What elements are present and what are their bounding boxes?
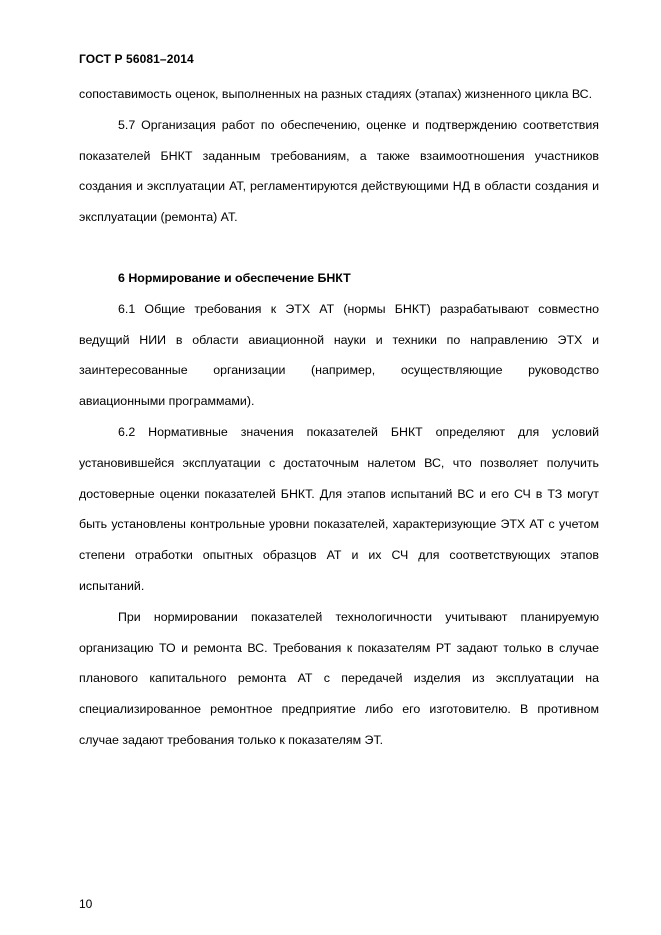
paragraph-normalization: При нормировании показателей технологичности учитывают планируемую организацию ТО и ремонта ВС. Требования к показателям РТ задают только в случае планового капитального ремонта АТ с передачей изделия из эксплуатации на специализированное ремонтное предприятие либо его изготовителю. В противном случае задают требования только к показателям ЭТ. [79, 609, 599, 747]
paragraph-6-2: 6.2 Нормативные значения показателей БНКТ определяют для условий установившейся эксплуатации с достаточным налетом ВС, что позволяет получить достоверные оценки показателей БНКТ. Для этапов испытаний ВС и его СЧ в ТЗ могут быть установлены контрольные уровни показателей, характеризующие ЭТХ АТ с учетом степени отработки опытных образцов АТ и их СЧ для соответствующих этапов испытаний. [79, 424, 599, 593]
page-number: 10 [79, 897, 93, 911]
document-header: ГОСТ Р 56081–2014 [79, 52, 194, 66]
paragraph-continuation: сопоставимость оценок, выполненных на разных стадиях (этапах) жизненного цикла ВС. [79, 87, 593, 101]
section-heading-6: 6 Нормирование и обеспечение БНКТ [118, 270, 351, 285]
document-body [79, 79, 599, 756]
paragraph-5-7: 5.7 Организация работ по обеспечению, оценке и подтверждению соответствия показателей БНКТ заданным требованиям, а также взаимоотношения участников создания и эксплуатации АТ, регламентируются действующими НД в области создания и эксплуатации (ремонта) АТ. [79, 117, 599, 225]
paragraph-6-1: 6.1 Общие требования к ЭТХ АТ (нормы БНКТ) разрабатывают совместно ведущий НИИ в области авиационной науки и техники по направлению ЭТХ и заинтересованные организации (например, осуществляющие руководство авиационными программами). [79, 301, 599, 409]
